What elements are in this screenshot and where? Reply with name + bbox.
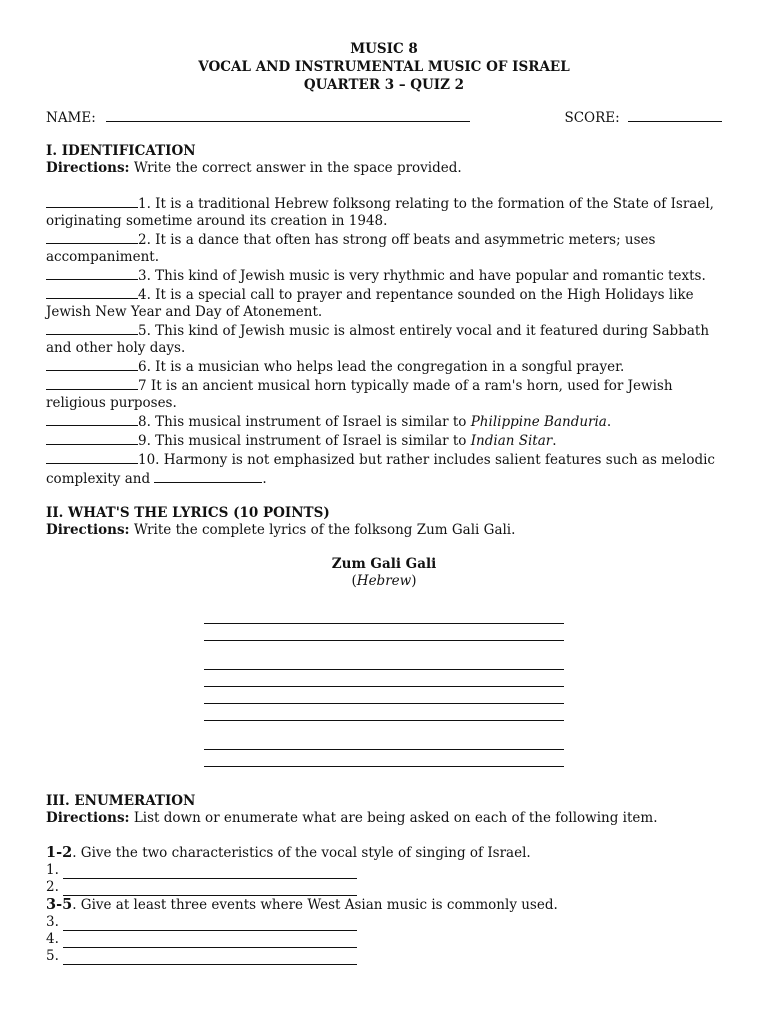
list-item: [46, 194, 722, 230]
answer-blank[interactable]: [63, 917, 357, 931]
directions-text: Write the correct answer in the space provided.: [129, 160, 462, 176]
answer-blank[interactable]: [63, 934, 357, 948]
question-text: . Give the two characteristics of the vocal style of singing of Israel.: [72, 845, 531, 861]
item-after: .: [262, 471, 267, 487]
question-number: 3-5: [46, 896, 73, 913]
answer-number: 1.: [46, 862, 59, 878]
directions-text: List down or enumerate what are being asked on each of the following item.: [129, 810, 658, 826]
lyric-line[interactable]: [204, 687, 564, 704]
quiz-title: QUARTER 3 – QUIZ 2: [303, 77, 465, 93]
list-item: [46, 285, 722, 321]
item-text: 7 It is an ancient musical horn typically made of a ram's horn, used for Jewish religious purposes.: [46, 378, 673, 411]
list-item: [46, 357, 722, 376]
directions: [46, 522, 722, 539]
answer-blank[interactable]: [46, 376, 138, 390]
directions: [46, 810, 722, 827]
answer-blank[interactable]: [46, 450, 138, 464]
answer-blank[interactable]: [63, 951, 357, 965]
section-title: II. WHAT'S THE LYRICS (10 POINTS): [46, 505, 330, 521]
item-italic: Philippine Banduria: [470, 414, 607, 430]
song-language: (Hebrew): [351, 573, 417, 589]
answer-blank[interactable]: [46, 431, 138, 445]
answer-number: 4.: [46, 931, 59, 947]
directions-label: Directions:: [46, 522, 130, 538]
section-title: I. IDENTIFICATION: [46, 143, 196, 159]
lyric-line[interactable]: [204, 750, 564, 767]
item-after: .: [606, 414, 612, 430]
lyrics-answer-area: [204, 607, 564, 767]
answer-blank[interactable]: [46, 266, 138, 280]
inline-answer-blank[interactable]: [154, 469, 262, 483]
answer-blank[interactable]: [46, 357, 138, 371]
answer-number: 3.: [46, 914, 59, 930]
lyric-line[interactable]: [204, 624, 564, 641]
name-label: NAME:: [46, 110, 96, 126]
lyric-line[interactable]: [204, 704, 564, 721]
item-text: 1. It is a traditional Hebrew folksong relating to the formation of the State of Israel, originating sometime around its creation in 1948.: [46, 196, 714, 229]
answer-blank[interactable]: [46, 194, 138, 208]
item-text: 8. This musical instrument of Israel is similar to: [138, 414, 471, 430]
item-text: 5. This kind of Jewish music is almost entirely vocal and it featured during Sabbath and other holy days.: [46, 323, 710, 356]
item-text: 6. It is a musician who helps lead the congregation in a songful prayer.: [138, 359, 625, 375]
item-after: .: [552, 433, 557, 449]
item-italic: Indian Sitar: [470, 433, 553, 449]
quiz-header: [46, 40, 722, 94]
enumeration-question: [46, 844, 722, 862]
lyric-line[interactable]: [204, 607, 564, 624]
subject-title: MUSIC 8: [350, 41, 418, 57]
directions-label: Directions:: [46, 810, 130, 826]
answer-blank[interactable]: [46, 321, 138, 335]
answer-blank[interactable]: [46, 412, 138, 426]
list-item: [46, 230, 722, 266]
answer-row: [46, 862, 722, 879]
section-title: III. ENUMERATION: [46, 793, 196, 809]
name-blank[interactable]: [106, 108, 470, 122]
answer-number: 5.: [46, 948, 59, 964]
section-enumeration: [46, 793, 722, 965]
score-field: [564, 108, 722, 127]
answer-number: 2.: [46, 879, 59, 895]
answer-row: [46, 948, 722, 965]
item-text: 2. It is a dance that often has strong off beats and asymmetric meters; uses accompaniment.: [46, 232, 656, 265]
question-text: . Give at least three events where West Asian music is commonly used.: [72, 897, 558, 913]
score-blank[interactable]: [628, 108, 722, 122]
lyric-line[interactable]: [204, 670, 564, 687]
answer-blank[interactable]: [46, 230, 138, 244]
directions-text: Write the complete lyrics of the folksong Zum Gali Gali.: [129, 522, 516, 538]
section-lyrics: [46, 505, 722, 767]
answer-blank[interactable]: [63, 865, 357, 879]
list-item: [46, 266, 722, 285]
quiz-page: [46, 40, 722, 965]
answer-row: [46, 879, 722, 896]
list-item: [46, 450, 722, 488]
name-score-row: [46, 108, 722, 127]
lyric-line[interactable]: [204, 733, 564, 750]
answer-blank[interactable]: [63, 882, 357, 896]
item-text: 9. This musical instrument of Israel is similar to: [138, 433, 471, 449]
item-text: 3. This kind of Jewish music is very rhythmic and have popular and romantic texts.: [138, 268, 706, 284]
question-number: 1-2: [46, 844, 73, 861]
directions: [46, 160, 722, 177]
list-item: [46, 376, 722, 412]
list-item: [46, 321, 722, 357]
item-text: 10. Harmony is not emphasized but rather includes salient features such as melodic complexity and: [46, 452, 715, 487]
topic-title: VOCAL AND INSTRUMENTAL MUSIC OF ISRAEL: [198, 59, 570, 75]
enumeration-question: [46, 896, 722, 914]
answer-row: [46, 914, 722, 931]
section-identification: [46, 143, 722, 488]
score-label: SCORE:: [564, 110, 620, 126]
identification-items: [46, 194, 722, 488]
list-item: [46, 431, 722, 450]
answer-row: [46, 931, 722, 948]
name-field: [46, 108, 470, 127]
answer-blank[interactable]: [46, 285, 138, 299]
lyric-line[interactable]: [204, 653, 564, 670]
item-text: 4. It is a special call to prayer and repentance sounded on the High Holidays like Jewish New Year and Day of Atonement.: [46, 287, 694, 320]
directions-label: Directions:: [46, 160, 130, 176]
list-item: [46, 412, 722, 431]
song-title: Zum Gali Gali: [331, 556, 437, 572]
